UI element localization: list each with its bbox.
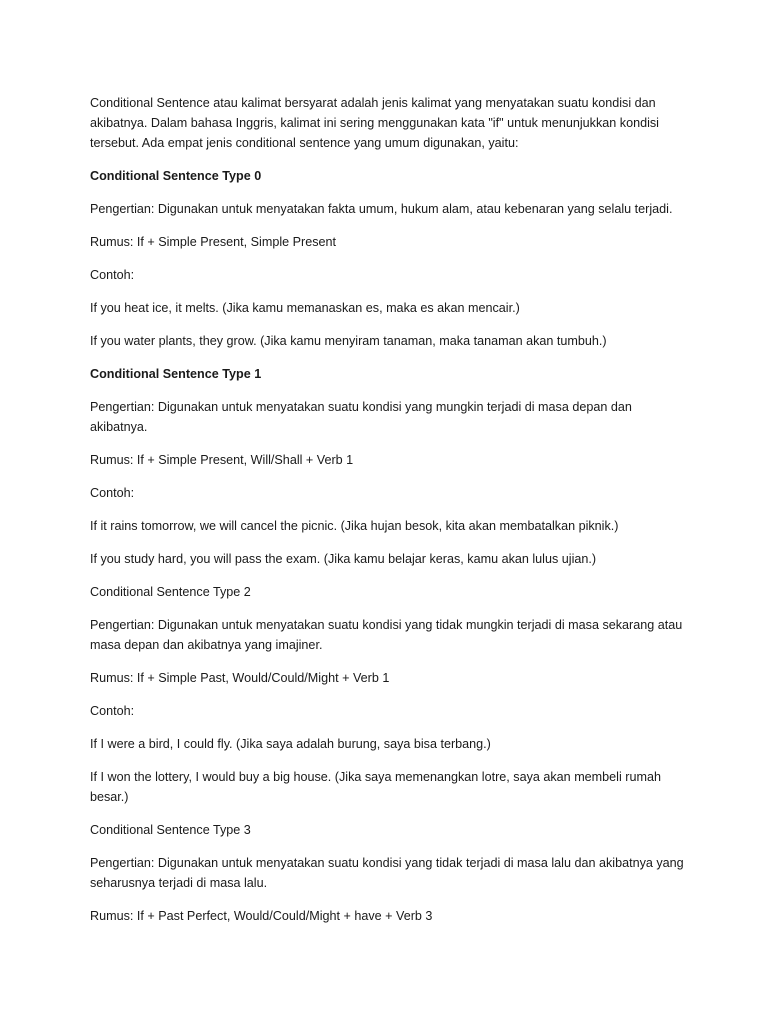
type-1-formula: Rumus: If + Simple Present, Will/Shall + Verb 1 [90,453,354,467]
type-1-example-label: Contoh: [90,486,135,500]
intro-paragraph: Conditional Sentence atau kalimat bersyarat adalah jenis kalimat yang menyatakan suatu kondisi dan akibatnya. Dalam bahasa Inggris, kalimat ini sering menggunakan kata "if" untuk menunjukkan kondisi tersebut. Ada empat jenis conditional sentence yang umum digunakan, yaitu: [90,96,659,150]
type-1-example-2: If you study hard, you will pass the exam. (Jika kamu belajar keras, kamu akan lulus ujian.) [90,552,597,566]
type-2-formula: Rumus: If + Simple Past, Would/Could/Might + Verb 1 [90,671,390,685]
type-0-definition: Pengertian: Digunakan untuk menyatakan fakta umum, hukum alam, atau kebenaran yang selalu terjadi. [90,202,673,216]
type-1-example-1: If it rains tomorrow, we will cancel the picnic. (Jika hujan besok, kita akan membatalkan piknik.) [90,519,619,533]
heading-type-1: Conditional Sentence Type 1 [90,367,262,381]
type-3-definition: Pengertian: Digunakan untuk menyatakan suatu kondisi yang tidak terjadi di masa lalu dan akibatnya yang seharusnya terjadi di masa lalu. [90,856,684,890]
type-3-formula: Rumus: If + Past Perfect, Would/Could/Might + have + Verb 3 [90,909,433,923]
type-0-formula: Rumus: If + Simple Present, Simple Present [90,235,337,249]
heading-type-0: Conditional Sentence Type 0 [90,169,262,183]
type-0-example-label: Contoh: [90,268,135,282]
type-1-definition: Pengertian: Digunakan untuk menyatakan suatu kondisi yang mungkin terjadi di masa depan dan akibatnya. [90,400,632,434]
type-0-example-1: If you heat ice, it melts. (Jika kamu memanaskan es, maka es akan mencair.) [90,301,520,315]
heading-type-2: Conditional Sentence Type 2 [90,585,251,599]
type-2-example-2: If I won the lottery, I would buy a big house. (Jika saya memenangkan lotre, saya akan membeli rumah besar.) [90,770,661,804]
heading-type-3: Conditional Sentence Type 3 [90,823,251,837]
type-0-example-2: If you water plants, they grow. (Jika kamu menyiram tanaman, maka tanaman akan tumbuh.) [90,334,607,348]
type-2-example-1: If I were a bird, I could fly. (Jika saya adalah burung, saya bisa terbang.) [90,737,491,751]
type-2-example-label: Contoh: [90,704,135,718]
document-page [90,93,686,939]
type-2-definition: Pengertian: Digunakan untuk menyatakan suatu kondisi yang tidak mungkin terjadi di masa sekarang atau masa depan dan akibatnya yang imajiner. [90,618,683,652]
